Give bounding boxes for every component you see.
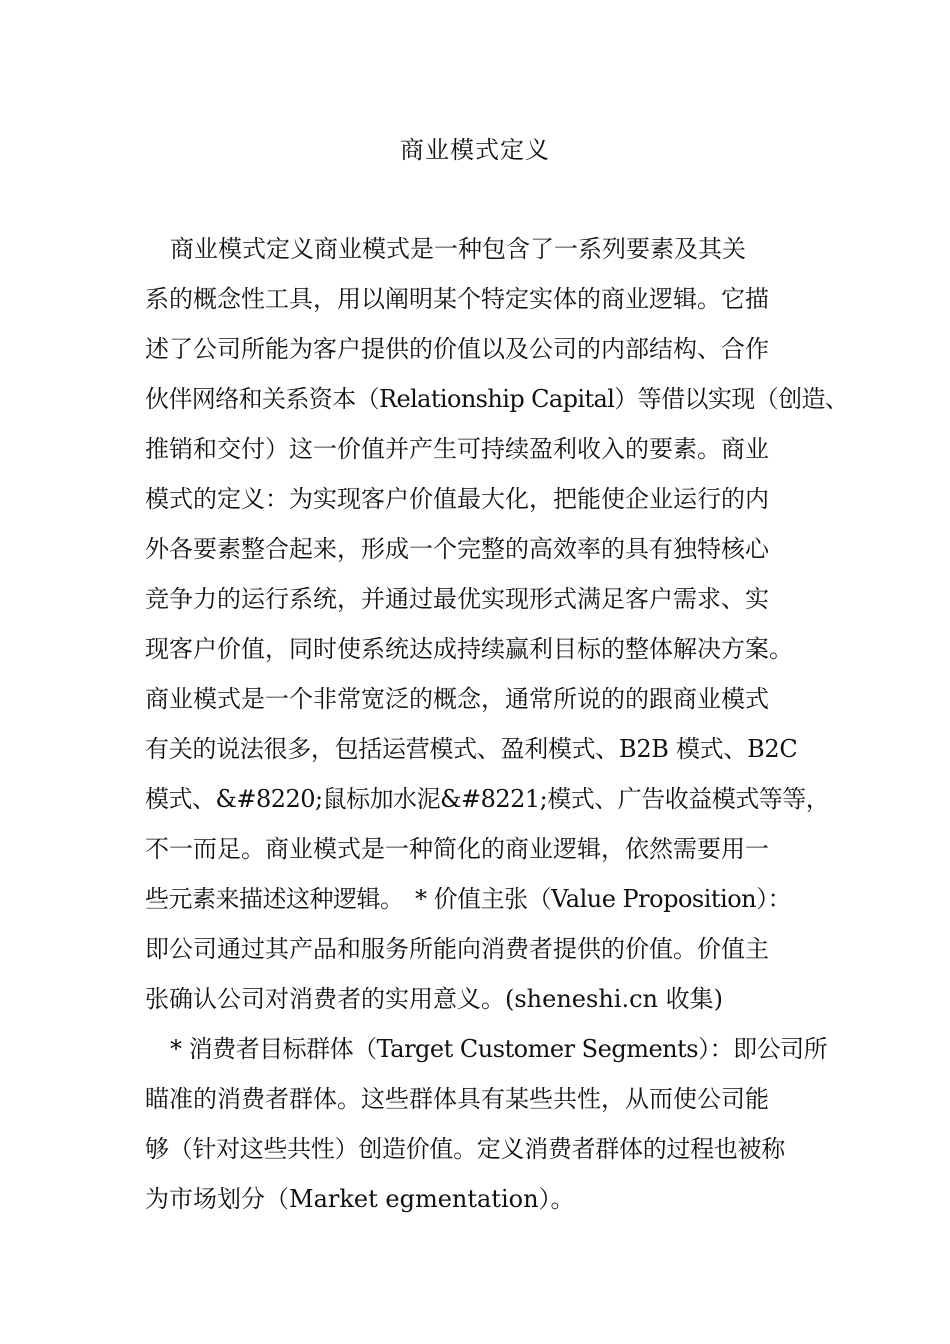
body-line-17: * 消费者目标群体（Target Customer Segments）：即公司所 bbox=[170, 1035, 828, 1063]
body-line-8: 竞争力的运行系统，并通过最优实现形式满足客户需求、实 bbox=[145, 585, 769, 613]
body-line-19: 够（针对这些共性）创造价值。定义消费者群体的过程也被称 bbox=[145, 1135, 785, 1163]
body-line-3: 述了公司所能为客户提供的价值以及公司的内部结构、合作 bbox=[145, 335, 769, 363]
body-line-6: 模式的定义：为实现客户价值最大化，把能使企业运行的内 bbox=[145, 485, 769, 513]
body-line-9: 现客户价值，同时使系统达成持续赢利目标的整体解决方案。 bbox=[145, 635, 793, 663]
body-line-15: 即公司通过其产品和服务所能向消费者提供的价值。价值主 bbox=[145, 935, 769, 963]
body-line-18: 瞄准的消费者群体。这些群体具有某些共性，从而使公司能 bbox=[145, 1085, 769, 1113]
body-line-10: 商业模式是一个非常宽泛的概念，通常所说的的跟商业模式 bbox=[145, 685, 769, 713]
body-line-2: 系的概念性工具，用以阐明某个特定实体的商业逻辑。它描 bbox=[145, 285, 769, 313]
body-line-16: 张确认公司对消费者的实用意义。(sheneshi.cn 收集) bbox=[145, 985, 723, 1013]
body-line-12: 模式、&#8220;鼠标加水泥&#8221;模式、广告收益模式等等， bbox=[145, 785, 830, 813]
body-line-14: 些元素来描述这种逻辑。 * 价值主张（Value Proposition）： bbox=[145, 885, 792, 913]
document-title: 商业模式定义 bbox=[400, 136, 550, 164]
body-line-13: 不一而足。商业模式是一种简化的商业逻辑，依然需要用一 bbox=[145, 835, 769, 863]
body-line-5: 推销和交付）这一价值并产生可持续盈利收入的要素。商业 bbox=[145, 435, 769, 463]
body-line-20: 为市场划分（Market egmentation）。 bbox=[145, 1185, 575, 1213]
body-line-7: 外各要素整合起来，形成一个完整的高效率的具有独特核心 bbox=[145, 535, 769, 563]
body-line-4: 伙伴网络和关系资本（Relationship Capital）等借以实现（创造、 bbox=[145, 385, 849, 413]
body-line-1: 商业模式定义商业模式是一种包含了一系列要素及其关 bbox=[170, 235, 746, 263]
body-line-11: 有关的说法很多，包括运营模式、盈利模式、B2B 模式、B2C bbox=[145, 735, 798, 763]
